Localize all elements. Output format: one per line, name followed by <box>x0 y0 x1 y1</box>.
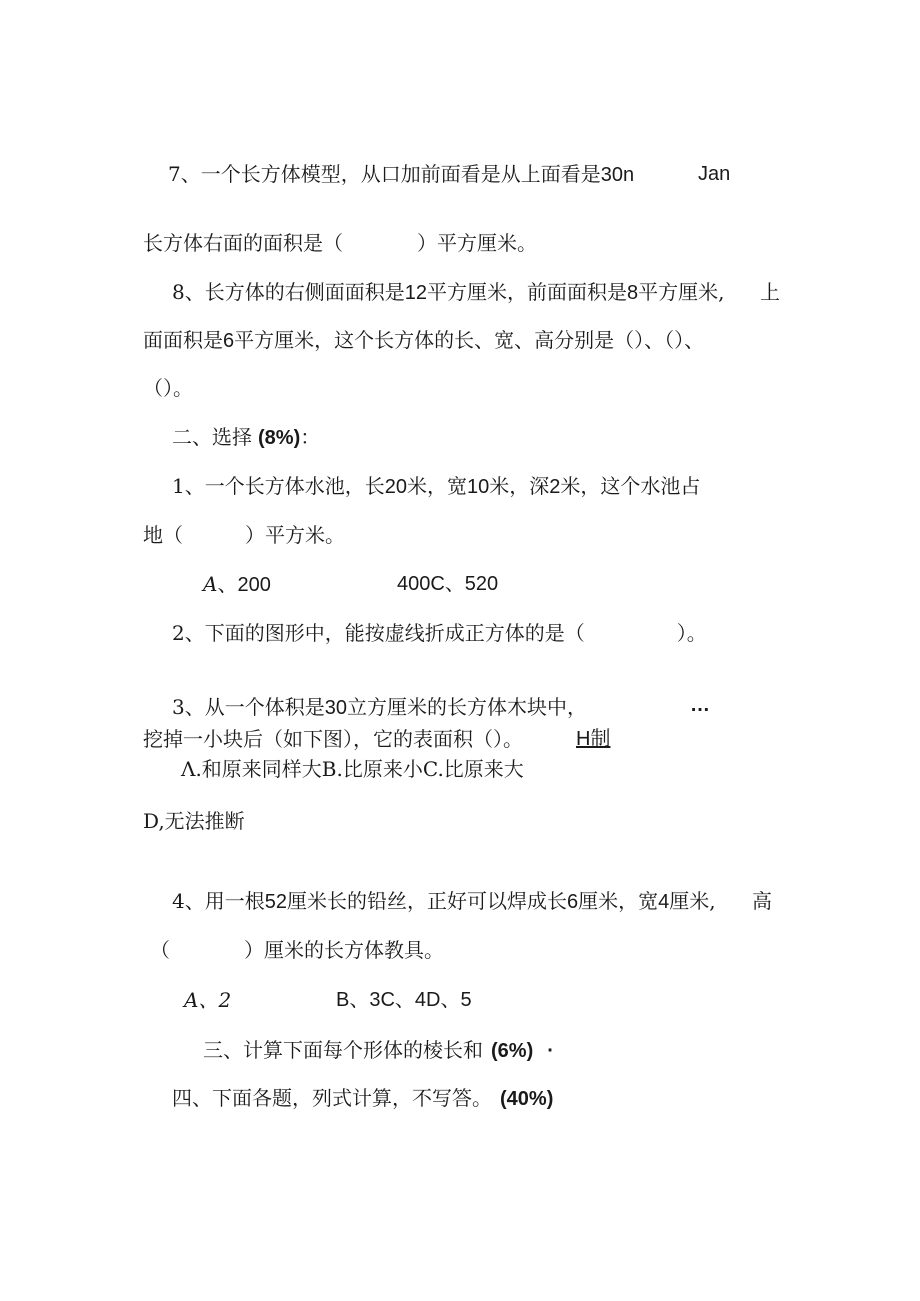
s2q3-dots: … <box>690 694 710 716</box>
section-3-title: 三、计算下面每个形体的棱长和 <box>203 1038 483 1062</box>
s2q2-close: ）。 <box>676 621 707 645</box>
s2q4-option-a <box>184 987 231 1013</box>
section-4-percent: (40%) <box>500 1088 554 1110</box>
s2q3-option-d: D,无法推断 <box>143 809 245 833</box>
s2q4-line-1-end: 高 <box>752 889 772 913</box>
section-2-heading <box>172 424 320 451</box>
s2q1-option-a <box>203 571 271 598</box>
s2q4-line-2 <box>150 937 444 963</box>
s2q4-line-1 <box>172 888 716 915</box>
q8-num-6: 6 <box>223 330 235 352</box>
section-2-percent: (8%) <box>258 427 301 449</box>
s2q4-num-6: 6 <box>566 891 579 913</box>
s2q3-num-30: 30 <box>324 697 347 719</box>
section-2-colon: ： <box>300 425 321 449</box>
q8-text-4: 面面积是 <box>143 328 223 352</box>
section-3-dot: · <box>547 1040 554 1062</box>
s2q1-num-2: 2 <box>549 476 561 498</box>
q7-fragment: Jan <box>698 163 731 185</box>
s2q4-text-3: 厘米，宽 <box>578 889 659 913</box>
s2q4-num-4: 4 <box>658 891 670 913</box>
q7-line-1 <box>168 161 634 188</box>
s2q1-line-2 <box>143 522 345 548</box>
s2q4-text-2: 厘米长的铅丝，正好可以焊成长 <box>286 889 567 913</box>
s2q4-option-a-value: 、2 <box>198 988 232 1012</box>
s2q4-text-4: 厘米, <box>669 889 716 913</box>
q8-line-1-end: 上 <box>760 280 780 304</box>
q8-text-1: 8、长方体的右侧面面积是 <box>172 280 405 304</box>
section-3-percent: (6%) <box>491 1040 534 1062</box>
section-2-title: 二、选择 <box>172 425 252 449</box>
s2q1-line2-close: ）平方米。 <box>245 523 345 547</box>
q8-line-1 <box>172 279 724 306</box>
s2q1-option-a-letter: A <box>203 572 218 596</box>
q7-text: 7、一个长方体模型，从口加前面看是从上面看是 <box>168 162 601 186</box>
q8-text-2: 平方厘米，前面面积是 <box>426 280 627 304</box>
q8-text-5: 平方厘米，这个长方体的长、宽、高分别是（）、（）、 <box>234 328 705 352</box>
s2q4-options-bcd: B、3C、4D、5 <box>336 989 472 1011</box>
q8-num-8: 8 <box>626 282 639 304</box>
s2q4-line2-close: ）厘米的长方体教具。 <box>244 938 444 962</box>
s2q2-text: 2、下面的图形中，能按虚线折成正方体的是（ <box>172 621 585 645</box>
s2q4-option-a-letter: A <box>184 988 199 1012</box>
s2q1-line-1 <box>172 473 700 500</box>
s2q1-num-10: 10 <box>466 476 490 498</box>
s2q1-text-2: 米，宽 <box>406 474 467 498</box>
s2q1-text-4: 米，这个水池占 <box>560 474 701 498</box>
s2q4-line2-open: （ <box>150 938 170 962</box>
s2q3-text-2: 立方厘米的长方体木块中， <box>346 695 587 719</box>
s2q1-options-bc: 400C、520 <box>397 573 499 595</box>
s2q1-option-a-value: 、200 <box>217 574 271 596</box>
q8-line-2 <box>143 327 704 354</box>
s2q1-text-3: 米，深 <box>489 474 550 498</box>
section-4-title: 四、下面各题，列式计算，不写答。 <box>172 1086 492 1110</box>
s2q1-line2-open: 地（ <box>143 523 183 547</box>
q7-line2-close: ）平方厘米。 <box>417 231 537 255</box>
s2q2-line <box>172 620 707 646</box>
section-3-heading <box>203 1037 554 1064</box>
s2q4-text-1: 4、用一根 <box>172 889 265 913</box>
s2q1-num-20: 20 <box>384 476 407 498</box>
section-4-heading <box>172 1085 553 1112</box>
s2q3-line-1 <box>172 694 587 721</box>
s2q3-options: Λ.和原来同样大B.比原来小C.比原来大 <box>181 757 524 781</box>
q8-line-3: （）。 <box>143 376 193 400</box>
q7-line-2 <box>143 230 537 256</box>
s2q3-text-1: 3、从一个体积是 <box>172 695 325 719</box>
s2q3-line-2: 挖掉一小块后（如下图），它的表面积（）。 <box>143 727 523 751</box>
s2q4-num-52: 52 <box>264 891 287 913</box>
q8-text-3: 平方厘米, <box>638 280 725 304</box>
q8-num-12: 12 <box>404 282 427 304</box>
q7-value: 30n <box>600 164 635 186</box>
s2q3-tag: H制 <box>576 728 611 750</box>
s2q1-text-1: 1、一个长方体水池，长 <box>172 474 385 498</box>
q7-line2-open: 长方体右面的面积是（ <box>143 231 343 255</box>
